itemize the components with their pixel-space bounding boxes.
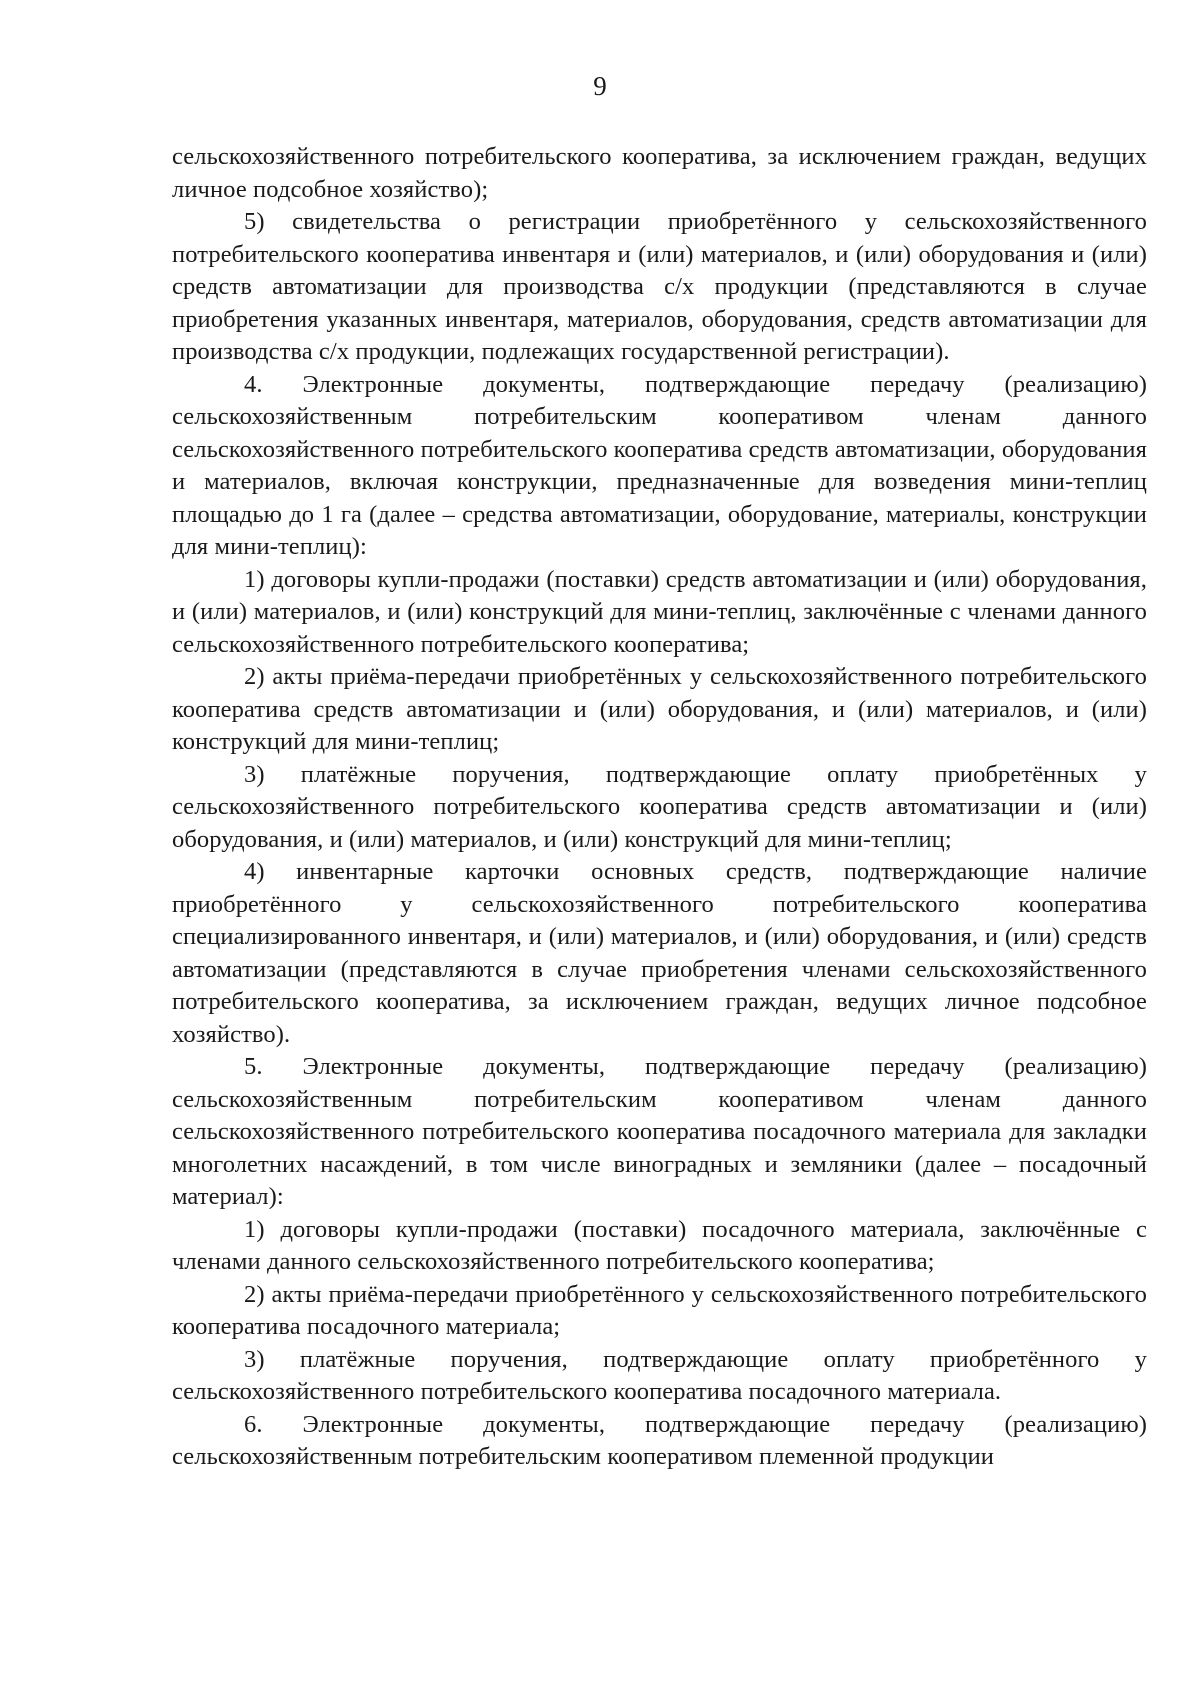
paragraph-section-4-item-2: 2) акты приёма-передачи приобретённых у сельскохозяйственного потребительского кооператива средств автоматизации и (или) оборудования, и (или) материалов, и (или) конструкций для мини-теплиц; (172, 663, 1147, 755)
paragraph-section-5-item-1: 1) договоры купли-продажи (поставки) посадочного материала, заключённые с членами данного сельскохозяйственного потребительского кооператива; (172, 1215, 1147, 1275)
paragraph-section-5: 5. Электронные документы, подтверждающие передачу (реализацию) сельскохозяйственным потребительским кооперативом членам данного сельскохозяйственного потребительского кооператива посадочного материала для закладки многолетних насаждений, в том числе виноградных и земляники (далее – посадочный материал): (172, 1053, 1147, 1210)
paragraph-section-4-item-4: 4) инвентарные карточки основных средств, подтверждающие наличие приобретённого у сельскохозяйственного потребительского кооператива специализированного инвентаря, и (или) материалов, и (или) оборудования, и (или) средств автоматизации (представляются в случае приобретения членами сельскохозяйственного потребительского кооператива, за исключением граждан, ведущих личное подсобное хозяйство). (172, 858, 1147, 1048)
paragraph-section-4: 4. Электронные документы, подтверждающие передачу (реализацию) сельскохозяйственным потребительским кооперативом членам данного сельскохозяйственного потребительского кооператива средств автоматизации, оборудования и материалов, включая конструкции, предназначенные для возведения мини-теплиц площадью до 1 га (далее – средства автоматизации, оборудование, материалы, конструкции для мини-теплиц): (172, 370, 1147, 560)
paragraph-section-5-item-2: 2) акты приёма-передачи приобретённого у сельскохозяйственного потребительского кооператива посадочного материала; (172, 1280, 1147, 1340)
paragraph-section-5-item-3: 3) платёжные поручения, подтверждающие оплату приобретённого у сельскохозяйственного потребительского кооператива посадочного материала. (172, 1345, 1147, 1405)
paragraph-section-4-item-3: 3) платёжные поручения, подтверждающие оплату приобретённых у сельскохозяйственного потребительского кооператива средств автоматизации и (или) оборудования, и (или) материалов, и (или) конструкций для мини-теплиц; (172, 760, 1147, 853)
paragraph-item-5-certificates: 5) свидетельства о регистрации приобретённого у сельскохозяйственного потребительского кооператива инвентаря и (или) материалов, и (или) оборудования и (или) средств автоматизации для производства с/х продукции (представляются в случае приобретения указанных инвентаря, материалов, оборудования, средств автоматизации для производства с/х продукции, подлежащих государственной регистрации). (172, 208, 1147, 365)
page-number: 9 (593, 71, 607, 101)
paragraph-section-6: 6. Электронные документы, подтверждающие передачу (реализацию) сельскохозяйственным потребительским кооперативом племенной продукции (172, 1410, 1147, 1470)
document-body (172, 141, 1147, 1474)
paragraph-continuation: сельскохозяйственного потребительского кооператива, за исключением граждан, ведущих личное подсобное хозяйство); (172, 143, 1147, 203)
paragraph-section-4-item-1: 1) договоры купли-продажи (поставки) средств автоматизации и (или) оборудования, и (или) материалов, и (или) конструкций для мини-теплиц, заключённые с членами данного сельскохозяйственного потребительского кооператива; (172, 565, 1147, 658)
